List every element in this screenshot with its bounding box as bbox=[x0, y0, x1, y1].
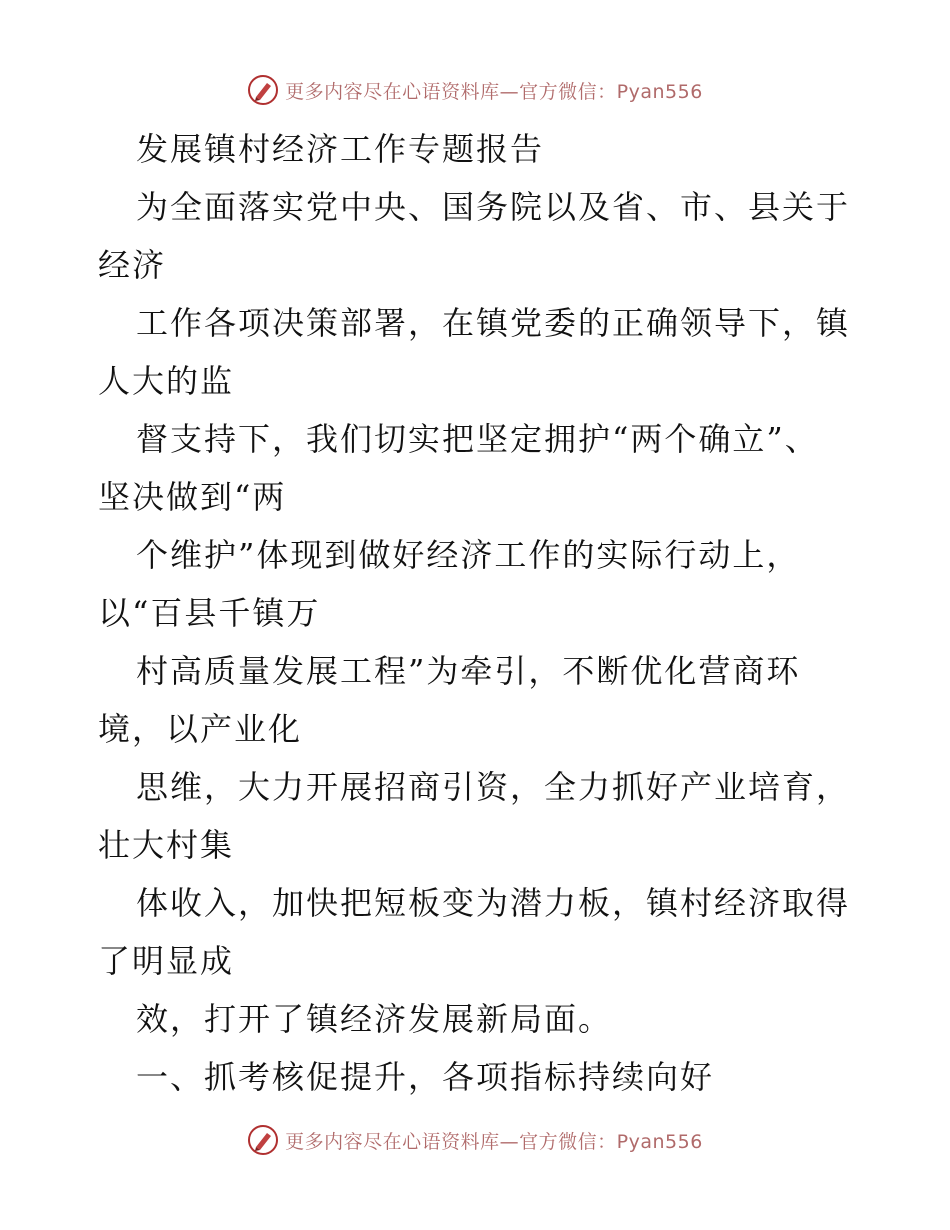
watermark-content bbox=[247, 74, 703, 106]
paragraph-line: 以“百县千镇万 bbox=[98, 594, 321, 632]
pen-logo-icon bbox=[247, 1124, 279, 1156]
watermark-banner-top bbox=[0, 70, 950, 110]
paragraph-line: 体收入，加快把短板变为潜力板，镇村经济取得 bbox=[136, 884, 851, 922]
paragraph-line: 了明显成 bbox=[98, 942, 235, 980]
paragraph-line: 村高质量发展工程”为牵引，不断优化营商环 bbox=[136, 652, 801, 690]
watermark-content bbox=[247, 1124, 703, 1156]
document-body bbox=[98, 120, 858, 1106]
paragraph-line: 境，以产业化 bbox=[98, 710, 303, 748]
pen-logo-icon bbox=[247, 74, 279, 106]
watermark-banner-bottom bbox=[0, 1120, 950, 1160]
paragraph-line: 壮大村集 bbox=[98, 826, 235, 864]
paragraph-line: 为全面落实党中央、国务院以及省、市、县关于 bbox=[136, 188, 851, 226]
paragraph-line: 人大的监 bbox=[98, 362, 235, 400]
paragraph-line: 督支持下，我们切实把坚定拥护“两个确立”、 bbox=[136, 420, 819, 458]
section-heading: 一、抓考核促提升，各项指标持续向好 bbox=[136, 1058, 715, 1096]
paragraph-line: 经济 bbox=[98, 246, 167, 284]
paragraph-line: 思维，大力开展招商引资，全力抓好产业培育， bbox=[136, 768, 851, 806]
paragraph-line: 个维护”体现到做好经济工作的实际行动上， bbox=[136, 536, 801, 574]
paragraph-line: 工作各项决策部署，在镇党委的正确领导下，镇 bbox=[136, 304, 851, 342]
watermark-text: 更多内容尽在心语资料库—官方微信：Pyan556 bbox=[285, 80, 703, 103]
watermark-text: 更多内容尽在心语资料库—官方微信：Pyan556 bbox=[285, 1130, 703, 1153]
document-title: 发展镇村经济工作专题报告 bbox=[136, 130, 545, 168]
paragraph-line: 效，打开了镇经济发展新局面。 bbox=[136, 1000, 613, 1038]
paragraph-line: 坚决做到“两 bbox=[98, 478, 287, 516]
